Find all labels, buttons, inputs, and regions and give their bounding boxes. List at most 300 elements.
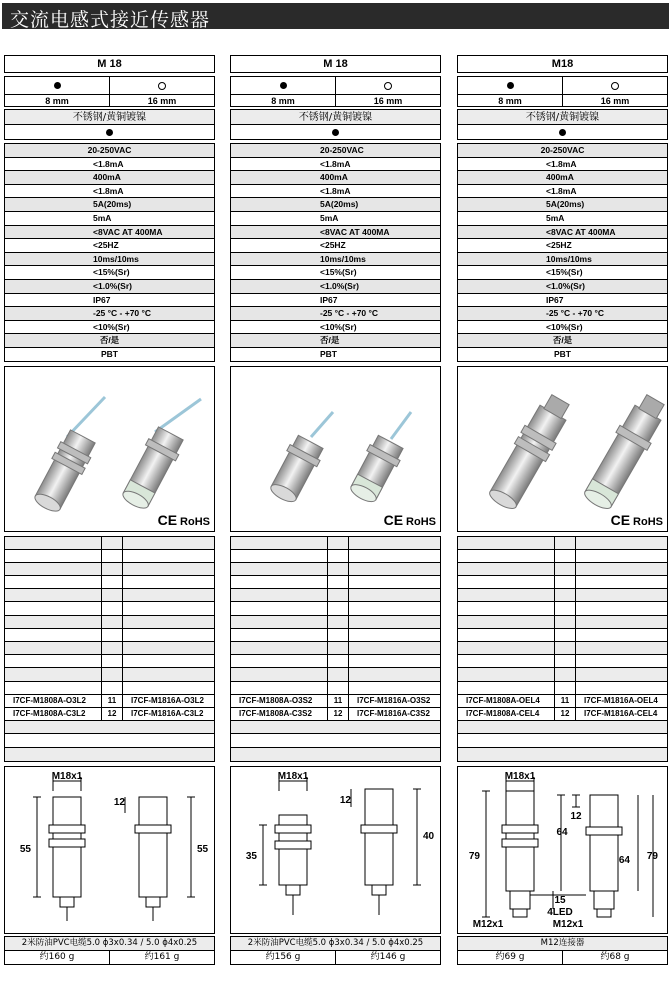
dim-led: 4LED xyxy=(547,906,573,918)
part-number-right xyxy=(123,589,214,601)
ce-mark: CE xyxy=(383,511,404,528)
part-number-right xyxy=(123,602,214,614)
spec-row: 10ms/10ms xyxy=(458,253,667,267)
part-number-left xyxy=(458,734,554,746)
part-number-left xyxy=(231,629,327,641)
spec-row: PBT xyxy=(458,348,667,362)
part-number-left xyxy=(458,629,554,641)
spec-row: 5mA xyxy=(231,212,440,226)
table-row xyxy=(5,550,214,563)
table-row xyxy=(458,576,667,589)
spec-row: <15%(Sr) xyxy=(458,266,667,280)
part-number-left xyxy=(231,589,327,601)
output-code xyxy=(101,550,123,562)
page-title: 交流电感式接近传感器 xyxy=(10,9,211,31)
part-number-right xyxy=(121,734,214,746)
part-number-left xyxy=(458,616,554,628)
table-row xyxy=(5,734,214,747)
part-number-left xyxy=(5,616,101,628)
part-number-right xyxy=(349,550,440,562)
table-row xyxy=(458,602,667,615)
dim-thread: M18x1 xyxy=(277,770,309,782)
output-code xyxy=(101,576,123,588)
spec-row: <1.8mA xyxy=(458,158,667,172)
spec-row: <1.0%(Sr) xyxy=(231,280,440,294)
sensing-distance-row xyxy=(457,94,668,107)
part-number-left xyxy=(231,602,327,614)
spec-row: <1.0%(Sr) xyxy=(5,280,214,294)
table-row xyxy=(5,629,214,642)
output-code xyxy=(554,748,574,761)
part-number-left xyxy=(5,602,101,614)
spec-row: <1.8mA xyxy=(231,185,440,199)
spec-row: <10%(Sr) xyxy=(5,321,214,335)
part-number-right xyxy=(349,589,440,601)
part-number-left xyxy=(5,642,101,654)
part-number-right xyxy=(574,734,667,746)
output-code xyxy=(327,668,349,680)
spec-row: <8VAC AT 400MA xyxy=(458,226,667,240)
table-row xyxy=(231,602,440,615)
table-row xyxy=(458,668,667,681)
output-code xyxy=(327,550,349,562)
part-number-left xyxy=(458,576,554,588)
sensing-distance: 16 mm xyxy=(335,95,440,106)
material-dot-row xyxy=(4,125,215,140)
open-dot-cell xyxy=(109,77,214,94)
table-row xyxy=(231,629,440,642)
table-row xyxy=(5,589,214,602)
table-row xyxy=(231,537,440,550)
table-row xyxy=(231,734,440,747)
title-bar xyxy=(2,3,669,29)
dim-len_left: 79 xyxy=(468,850,480,862)
part-number-right xyxy=(121,721,214,733)
filled-dot-icon xyxy=(559,129,566,136)
part-number-left: I7CF-M1808A-C3L2 xyxy=(13,708,86,718)
part-number-left xyxy=(5,563,101,575)
part-number-left xyxy=(5,550,101,562)
part-number-left xyxy=(458,537,554,549)
open-dot-icon xyxy=(384,82,392,90)
output-code xyxy=(327,629,349,641)
output-code xyxy=(554,629,576,641)
part-number-left xyxy=(231,537,327,549)
part-number-right xyxy=(123,642,214,654)
certification-mark xyxy=(384,512,436,528)
dim-len_mid: 64 xyxy=(556,826,568,838)
part-number-left xyxy=(5,537,101,549)
spec-row: 400mA xyxy=(458,171,667,185)
spec-row: 5mA xyxy=(5,212,214,226)
table-row xyxy=(5,695,214,708)
spec-row: <8VAC AT 400MA xyxy=(5,226,214,240)
part-number-left xyxy=(5,655,101,667)
output-code: 12 xyxy=(554,708,576,720)
part-number-right xyxy=(123,563,214,575)
rohs-mark: RoHS xyxy=(633,515,663,528)
part-number-left: I7CF-M1808A-O3S2 xyxy=(239,695,313,705)
sensing-distance-row xyxy=(4,94,215,107)
output-code xyxy=(327,748,347,761)
output-code xyxy=(554,682,576,694)
output-code xyxy=(327,655,349,667)
spec-row: <1.8mA xyxy=(5,158,214,172)
output-code xyxy=(101,602,123,614)
part-number-right xyxy=(123,616,214,628)
part-number-table xyxy=(230,536,441,762)
part-number-left xyxy=(5,576,101,588)
part-number-left xyxy=(231,563,327,575)
dim-conn_right: M12x1 xyxy=(552,918,584,930)
table-row xyxy=(231,682,440,695)
table-row xyxy=(5,708,214,721)
output-code xyxy=(101,563,123,575)
spec-row: <25HZ xyxy=(458,239,667,253)
weight-row xyxy=(5,951,214,964)
dim-dim_a: 12 xyxy=(113,796,125,808)
table-row xyxy=(5,602,214,615)
table-row xyxy=(458,734,667,747)
part-number-left xyxy=(231,721,327,733)
table-row xyxy=(458,748,667,761)
table-row xyxy=(5,655,214,668)
spec-row: PBT xyxy=(231,348,440,362)
part-number-left xyxy=(458,563,554,575)
weight: 约161 g xyxy=(109,951,214,964)
part-number-left xyxy=(231,576,327,588)
model-header: M 18 xyxy=(4,55,215,73)
output-code xyxy=(327,589,349,601)
weight-row xyxy=(231,951,440,964)
part-number-left xyxy=(458,589,554,601)
table-row xyxy=(231,695,440,708)
part-number-right xyxy=(574,748,667,761)
filled-dot-cell xyxy=(5,77,109,94)
housing-material: 不锈钢/黄铜镀镍 xyxy=(457,109,668,125)
output-code xyxy=(101,642,123,654)
part-number-right xyxy=(576,682,667,694)
output-code: 12 xyxy=(101,708,123,720)
output-code xyxy=(327,537,349,549)
part-number-right xyxy=(576,629,667,641)
part-number-left xyxy=(5,748,101,761)
weight: 约69 g xyxy=(495,951,525,962)
part-number-right xyxy=(576,537,667,549)
table-row xyxy=(231,616,440,629)
weight: 约146 g xyxy=(335,951,440,964)
dim-len_right: 64 xyxy=(618,854,630,866)
part-number-right xyxy=(123,537,214,549)
output-code xyxy=(327,616,349,628)
dim-len_right: 55 xyxy=(197,843,209,855)
model-header: M 18 xyxy=(230,55,441,73)
part-number-left: I7CF-M1808A-OEL4 xyxy=(466,695,540,705)
part-number-right xyxy=(349,682,440,694)
output-code xyxy=(554,589,576,601)
part-number-right xyxy=(349,602,440,614)
spec-row: 5A(20ms) xyxy=(231,198,440,212)
table-row xyxy=(458,695,667,708)
table-row xyxy=(458,589,667,602)
part-number-right xyxy=(576,668,667,680)
table-row xyxy=(458,682,667,695)
table-row xyxy=(231,642,440,655)
part-number-right xyxy=(349,537,440,549)
table-row xyxy=(5,682,214,695)
output-code xyxy=(554,563,576,575)
output-code xyxy=(554,537,576,549)
connection-type: 2米防油PVC电缆5.0 ɸ3x0.34 / 5.0 ɸ4x0.25 xyxy=(5,937,214,951)
part-number-right xyxy=(574,721,667,733)
spec-row: 400mA xyxy=(231,171,440,185)
output-code xyxy=(554,642,576,654)
part-number-left xyxy=(458,550,554,562)
spec-row: IP67 xyxy=(5,294,214,308)
table-row xyxy=(5,748,214,761)
part-number-left xyxy=(458,682,554,694)
part-number-left: I7CF-M1808A-CEL4 xyxy=(466,708,540,718)
sensing-distance: 16 mm xyxy=(109,95,214,106)
table-row xyxy=(5,721,214,734)
spec-row: <1.8mA xyxy=(231,158,440,172)
part-number-left xyxy=(231,616,327,628)
spec-list xyxy=(230,143,441,362)
product-column-3 xyxy=(457,55,668,965)
spec-row: <1.8mA xyxy=(5,185,214,199)
part-number-right: I7CF-M1816A-C3L2 xyxy=(131,708,204,718)
sensing-distance: 8 mm xyxy=(45,96,69,106)
part-number-left xyxy=(458,642,554,654)
part-number-right: I7CF-M1816A-O3L2 xyxy=(131,695,204,705)
output-code xyxy=(554,734,574,746)
part-number-right xyxy=(347,734,440,746)
spec-row: <1.8mA xyxy=(458,185,667,199)
output-type-row xyxy=(457,76,668,94)
table-row xyxy=(5,563,214,576)
part-number-left xyxy=(5,682,101,694)
part-number-right xyxy=(349,629,440,641)
output-code xyxy=(327,602,349,614)
spec-row: 20-250VAC xyxy=(5,144,214,158)
spec-row: 400mA xyxy=(5,171,214,185)
part-number-left xyxy=(231,668,327,680)
connection-footer xyxy=(230,936,441,965)
table-row xyxy=(458,629,667,642)
output-code xyxy=(554,721,574,733)
part-number-right xyxy=(123,629,214,641)
part-number-right xyxy=(349,642,440,654)
part-number-left xyxy=(231,550,327,562)
output-code xyxy=(327,721,347,733)
table-row xyxy=(458,537,667,550)
part-number-right xyxy=(347,721,440,733)
part-number-right xyxy=(576,642,667,654)
product-photo xyxy=(4,366,215,532)
filled-dot-cell xyxy=(231,77,335,94)
spec-row: -25 °C - +70 °C xyxy=(231,307,440,321)
part-number-right xyxy=(576,563,667,575)
spec-row: <10%(Sr) xyxy=(231,321,440,335)
output-code: 11 xyxy=(101,695,123,707)
output-code xyxy=(327,734,347,746)
filled-dot-cell xyxy=(458,77,562,94)
part-number-right xyxy=(349,655,440,667)
connection-footer xyxy=(4,936,215,965)
output-code: 11 xyxy=(554,695,576,707)
dim-conn_left: M12x1 xyxy=(472,918,504,930)
spec-row: 5A(20ms) xyxy=(5,198,214,212)
table-row xyxy=(458,550,667,563)
part-number-right xyxy=(349,576,440,588)
open-dot-icon xyxy=(158,82,166,90)
spec-row: PBT xyxy=(5,348,214,362)
spec-row: 否/是 xyxy=(458,334,667,348)
housing-material: 不锈钢/黄铜镀镍 xyxy=(230,109,441,125)
table-row xyxy=(231,708,440,721)
spec-row: IP67 xyxy=(458,294,667,308)
material-dot-row xyxy=(230,125,441,140)
part-number-right: I7CF-M1816A-OEL4 xyxy=(584,695,658,705)
spec-list xyxy=(4,143,215,362)
sensing-distance: 8 mm xyxy=(271,96,295,106)
output-code xyxy=(554,655,576,667)
housing-material: 不锈钢/黄铜镀镍 xyxy=(4,109,215,125)
table-row xyxy=(5,668,214,681)
dim-thread: M18x1 xyxy=(51,770,83,782)
table-row xyxy=(5,616,214,629)
weight: 约160 g xyxy=(39,951,75,962)
weight-row xyxy=(458,951,667,964)
output-code xyxy=(101,734,121,746)
rohs-mark: RoHS xyxy=(180,515,210,528)
part-number-left xyxy=(458,602,554,614)
part-number-left xyxy=(458,721,554,733)
part-number-right: I7CF-M1816A-C3S2 xyxy=(357,708,430,718)
output-code xyxy=(101,682,123,694)
part-number-right xyxy=(123,682,214,694)
dim-dim_b: 15 xyxy=(554,894,566,906)
part-number-right xyxy=(576,550,667,562)
dimension-drawing xyxy=(230,766,441,934)
part-number-right xyxy=(123,550,214,562)
table-row xyxy=(231,550,440,563)
part-number-right xyxy=(576,602,667,614)
table-row xyxy=(458,563,667,576)
output-code xyxy=(101,721,121,733)
dim-dim_a: 12 xyxy=(339,794,351,806)
spec-row: <15%(Sr) xyxy=(231,266,440,280)
weight: 约68 g xyxy=(562,951,667,964)
table-row xyxy=(231,589,440,602)
part-number-left xyxy=(231,734,327,746)
table-row xyxy=(231,721,440,734)
output-code xyxy=(101,589,123,601)
product-photo xyxy=(230,366,441,532)
spec-row: -25 °C - +70 °C xyxy=(5,307,214,321)
spec-row: 10ms/10ms xyxy=(231,253,440,267)
part-number-left xyxy=(5,668,101,680)
part-number-left xyxy=(458,748,554,761)
connection-type: M12连接器 xyxy=(458,937,667,951)
spec-row: 20-250VAC xyxy=(231,144,440,158)
table-row xyxy=(5,576,214,589)
output-code xyxy=(101,629,123,641)
part-number-left xyxy=(231,655,327,667)
dim-thread: M18x1 xyxy=(504,770,536,782)
part-number-right xyxy=(349,668,440,680)
output-code xyxy=(327,563,349,575)
table-row xyxy=(458,655,667,668)
ce-mark: CE xyxy=(157,511,178,528)
spec-row: 5mA xyxy=(458,212,667,226)
dimension-drawing xyxy=(4,766,215,934)
output-type-row xyxy=(230,76,441,94)
table-row xyxy=(458,721,667,734)
spec-row: 10ms/10ms xyxy=(5,253,214,267)
open-dot-cell xyxy=(562,77,667,94)
table-row xyxy=(231,748,440,761)
dim-dim_a: 12 xyxy=(570,810,582,822)
output-code xyxy=(101,668,123,680)
output-code xyxy=(101,616,123,628)
part-number-left xyxy=(458,668,554,680)
material-dot-row xyxy=(457,125,668,140)
output-code xyxy=(554,550,576,562)
table-row xyxy=(231,563,440,576)
spec-row: 20-250VAC xyxy=(458,144,667,158)
weight: 约156 g xyxy=(265,951,301,962)
filled-dot-icon xyxy=(507,82,514,89)
output-code xyxy=(327,576,349,588)
open-dot-cell xyxy=(335,77,440,94)
part-number-right xyxy=(576,576,667,588)
table-row xyxy=(458,616,667,629)
product-column-1 xyxy=(4,55,215,965)
spec-row: 5A(20ms) xyxy=(458,198,667,212)
output-code xyxy=(554,616,576,628)
dim-len_far: 79 xyxy=(646,850,658,862)
output-code xyxy=(101,655,123,667)
spec-row: <25HZ xyxy=(231,239,440,253)
part-number-right xyxy=(576,616,667,628)
part-number-left xyxy=(5,734,101,746)
spec-row: <15%(Sr) xyxy=(5,266,214,280)
filled-dot-icon xyxy=(332,129,339,136)
table-row xyxy=(231,655,440,668)
rohs-mark: RoHS xyxy=(406,515,436,528)
part-number-right xyxy=(123,668,214,680)
output-code xyxy=(554,668,576,680)
part-number-table xyxy=(4,536,215,762)
output-code xyxy=(554,576,576,588)
part-number-left xyxy=(231,642,327,654)
dim-len_left: 55 xyxy=(19,843,31,855)
open-dot-icon xyxy=(611,82,619,90)
spec-list xyxy=(457,143,668,362)
part-number-table xyxy=(457,536,668,762)
product-photo xyxy=(457,366,668,532)
sensing-distance-row xyxy=(230,94,441,107)
table-row xyxy=(5,537,214,550)
spec-row: <25HZ xyxy=(5,239,214,253)
part-number-left xyxy=(458,655,554,667)
connection-type: 2米防油PVC电缆5.0 ɸ3x0.34 / 5.0 ɸ4x0.25 xyxy=(231,937,440,951)
part-number-right xyxy=(349,616,440,628)
connection-footer xyxy=(457,936,668,965)
output-type-row xyxy=(4,76,215,94)
output-code: 11 xyxy=(327,695,349,707)
